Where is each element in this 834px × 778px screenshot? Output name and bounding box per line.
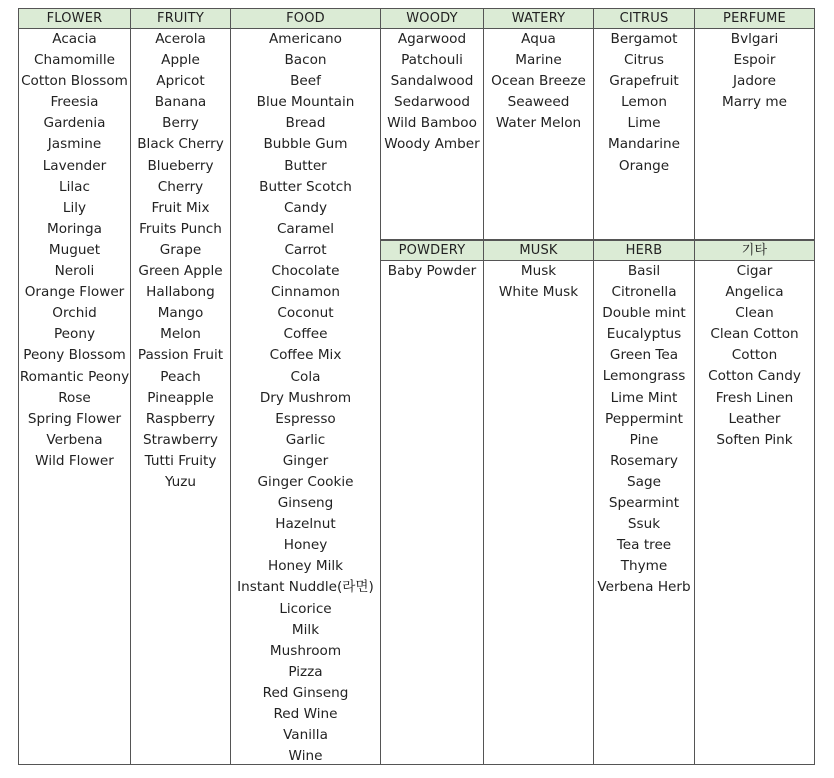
list-item: Apple bbox=[161, 52, 200, 69]
list-etc bbox=[695, 261, 814, 451]
list-item: Melon bbox=[160, 326, 201, 343]
list-item: Peppermint bbox=[604, 410, 683, 427]
list-item: Rose bbox=[58, 389, 91, 406]
list-item: Double mint bbox=[602, 305, 686, 322]
list-item: Wine bbox=[288, 748, 323, 765]
column-citrus bbox=[593, 29, 695, 240]
list-item: Black Cherry bbox=[137, 136, 224, 153]
list-item: Bvlgari bbox=[730, 31, 779, 47]
list-item: Musk bbox=[520, 263, 557, 279]
list-item: Tutti Fruity bbox=[144, 452, 217, 469]
list-item: Freesia bbox=[50, 94, 99, 111]
list-item: Sage bbox=[627, 473, 661, 490]
list-item: Citrus bbox=[624, 52, 664, 69]
header-fruity: FRUITY bbox=[130, 8, 231, 29]
list-item: Honey bbox=[283, 537, 328, 554]
list-item: Bergamot bbox=[610, 31, 678, 47]
column-fruity bbox=[130, 29, 231, 765]
list-item: Wild Bamboo bbox=[387, 115, 477, 132]
list-fruity bbox=[131, 29, 230, 493]
header-perfume: PERFUME bbox=[694, 8, 815, 29]
list-item: Lavender bbox=[42, 157, 107, 174]
list-item: Baby Powder bbox=[387, 263, 477, 279]
list-item: Cotton Blossom bbox=[21, 73, 128, 90]
list-item: Wild Flower bbox=[35, 452, 114, 469]
list-item: Pine bbox=[629, 431, 659, 448]
list-item: Grape bbox=[159, 241, 202, 258]
list-item: Gardenia bbox=[43, 115, 106, 132]
list-item: Honey Milk bbox=[267, 558, 344, 575]
list-item: Clean Cotton bbox=[710, 326, 799, 343]
list-item: Lemongrass bbox=[602, 368, 686, 385]
list-item: Cotton bbox=[731, 347, 778, 364]
list-item: Angelica bbox=[725, 284, 784, 301]
list-item: Butter Scotch bbox=[259, 178, 352, 195]
list-item: Jadore bbox=[733, 73, 776, 90]
list-item: Lilac bbox=[59, 178, 90, 195]
list-powdery bbox=[381, 261, 483, 282]
column-flower bbox=[18, 29, 131, 765]
column-powdery bbox=[380, 261, 484, 765]
list-item: Basil bbox=[627, 263, 661, 279]
list-item: Chamomille bbox=[34, 52, 115, 69]
list-item: Marine bbox=[515, 52, 562, 69]
list-item: Clean bbox=[735, 305, 774, 322]
list-item: Hallabong bbox=[146, 284, 215, 301]
list-woody bbox=[381, 29, 483, 156]
list-item: Muguet bbox=[48, 241, 101, 258]
list-item: Apricot bbox=[156, 73, 205, 90]
list-item: Blueberry bbox=[147, 157, 214, 174]
list-item: Orchid bbox=[52, 305, 97, 322]
list-item: Strawberry bbox=[143, 431, 218, 448]
list-item: Pineapple bbox=[147, 389, 214, 406]
list-item: Peach bbox=[160, 368, 201, 385]
list-item: Marry me bbox=[722, 94, 787, 111]
list-item: Orange Flower bbox=[24, 284, 125, 301]
list-item: Seaweed bbox=[507, 94, 570, 111]
list-item: Pizza bbox=[288, 663, 323, 680]
list-item: Chocolate bbox=[271, 263, 340, 280]
column-food bbox=[230, 29, 381, 765]
list-item: Butter bbox=[284, 157, 327, 174]
list-item: Cola bbox=[290, 368, 321, 385]
list-item: Mango bbox=[157, 305, 204, 322]
list-item: Rosemary bbox=[610, 452, 678, 469]
list-item: Citronella bbox=[611, 284, 677, 301]
list-item: Mushroom bbox=[269, 642, 342, 659]
header-flower: FLOWER bbox=[18, 8, 131, 29]
list-food bbox=[231, 29, 380, 767]
list-item: Spearmint bbox=[608, 495, 680, 512]
list-item: Acacia bbox=[52, 31, 97, 47]
header-citrus: CITRUS bbox=[593, 8, 695, 29]
list-item: Licorice bbox=[279, 600, 332, 617]
list-item: Yuzu bbox=[164, 473, 197, 490]
list-item: Beef bbox=[290, 73, 321, 90]
header-woody: WOODY bbox=[380, 8, 484, 29]
list-item: Candy bbox=[283, 199, 328, 216]
column-perfume bbox=[694, 29, 815, 240]
list-watery bbox=[484, 29, 593, 134]
list-item: Bubble Gum bbox=[263, 136, 348, 153]
list-item: Leather bbox=[728, 410, 781, 427]
list-item: Verbena Herb bbox=[597, 579, 691, 596]
list-item: Berry bbox=[162, 115, 199, 132]
list-item: Instant Nuddle(라면) bbox=[237, 579, 374, 596]
list-item: Red Ginseng bbox=[262, 684, 349, 701]
list-item: Cherry bbox=[157, 178, 204, 195]
list-item: Carrot bbox=[284, 241, 327, 258]
list-item: Espoir bbox=[733, 52, 776, 69]
list-item: Coffee Mix bbox=[269, 347, 342, 364]
list-item: Romantic Peony bbox=[19, 368, 130, 385]
column-woody bbox=[380, 29, 484, 240]
list-item: Ginger bbox=[282, 452, 329, 469]
list-item: Red Wine bbox=[273, 706, 338, 722]
list-item: Grapefruit bbox=[609, 73, 679, 90]
list-item: Cotton Candy bbox=[708, 368, 801, 385]
list-item: Americano bbox=[268, 31, 342, 47]
list-item: Ginger Cookie bbox=[257, 473, 354, 490]
header-herb: HERB bbox=[593, 240, 695, 261]
list-item: Moringa bbox=[47, 220, 102, 237]
list-item: Bacon bbox=[284, 52, 327, 69]
list-item: Water Melon bbox=[495, 115, 582, 132]
list-item: Orange bbox=[618, 157, 670, 174]
list-item: Thyme bbox=[620, 558, 668, 575]
list-item: Blue Mountain bbox=[256, 94, 355, 111]
list-item: Woody Amber bbox=[384, 136, 480, 153]
list-item: Ginseng bbox=[277, 495, 334, 512]
list-herb bbox=[594, 261, 694, 599]
list-item: Verbena bbox=[46, 431, 103, 448]
list-item: Eucalyptus bbox=[606, 326, 682, 343]
list-item: Garlic bbox=[285, 431, 326, 448]
list-item: Peony bbox=[53, 326, 96, 343]
list-item: Fruit Mix bbox=[151, 199, 210, 216]
header-etc: 기타 bbox=[694, 240, 815, 261]
list-item: Fruits Punch bbox=[139, 220, 222, 237]
list-item: Green Apple bbox=[138, 263, 223, 280]
list-item: Lime bbox=[627, 115, 661, 132]
list-item: Ssuk bbox=[627, 516, 661, 533]
list-item: Ocean Breeze bbox=[491, 73, 586, 90]
list-citrus bbox=[594, 29, 694, 177]
column-musk bbox=[483, 261, 594, 765]
list-item: Agarwood bbox=[397, 31, 467, 47]
list-item: Acerola bbox=[155, 31, 206, 47]
header-watery: WATERY bbox=[483, 8, 594, 29]
list-item: Neroli bbox=[54, 263, 95, 280]
list-item: Tea tree bbox=[616, 537, 672, 554]
list-item: Sedarwood bbox=[394, 94, 470, 111]
list-item: Milk bbox=[291, 621, 320, 638]
list-item: Lime Mint bbox=[610, 389, 678, 406]
list-item: Green Tea bbox=[609, 347, 679, 364]
list-item: Caramel bbox=[276, 220, 335, 237]
header-musk: MUSK bbox=[483, 240, 594, 261]
list-item: Hazelnut bbox=[275, 516, 336, 533]
list-perfume bbox=[695, 29, 814, 113]
list-musk bbox=[484, 261, 593, 303]
list-item: Banana bbox=[154, 94, 207, 111]
header-powdery: POWDERY bbox=[380, 240, 484, 261]
list-item: Cinnamon bbox=[270, 284, 340, 301]
list-item: Sandalwood bbox=[390, 73, 474, 90]
list-item: Espresso bbox=[275, 410, 336, 427]
list-item: Coffee bbox=[283, 326, 328, 343]
list-item: Dry Mushrom bbox=[259, 389, 352, 406]
header-food: FOOD bbox=[230, 8, 381, 29]
list-item: Lemon bbox=[621, 94, 667, 111]
list-item: Mandarine bbox=[608, 136, 680, 153]
list-item: Raspberry bbox=[145, 410, 216, 427]
column-watery bbox=[483, 29, 594, 240]
list-item: Patchouli bbox=[401, 52, 463, 69]
list-flower bbox=[19, 29, 130, 472]
list-item: Coconut bbox=[277, 305, 334, 322]
list-item: Lily bbox=[62, 199, 87, 216]
column-etc bbox=[694, 261, 815, 765]
list-item: Passion Fruit bbox=[137, 347, 224, 364]
list-item: Cigar bbox=[736, 263, 773, 279]
list-item: Peony Blossom bbox=[23, 347, 126, 364]
list-item: Aqua bbox=[521, 31, 556, 47]
list-item: Fresh Linen bbox=[715, 389, 794, 406]
list-item: Jasmine bbox=[47, 136, 102, 153]
list-item: Soften Pink bbox=[716, 431, 793, 448]
list-item: Bread bbox=[285, 115, 326, 132]
list-item: White Musk bbox=[498, 284, 579, 301]
list-item: Spring Flower bbox=[27, 410, 122, 427]
column-herb bbox=[593, 261, 695, 765]
list-item: Vanilla bbox=[283, 727, 328, 744]
